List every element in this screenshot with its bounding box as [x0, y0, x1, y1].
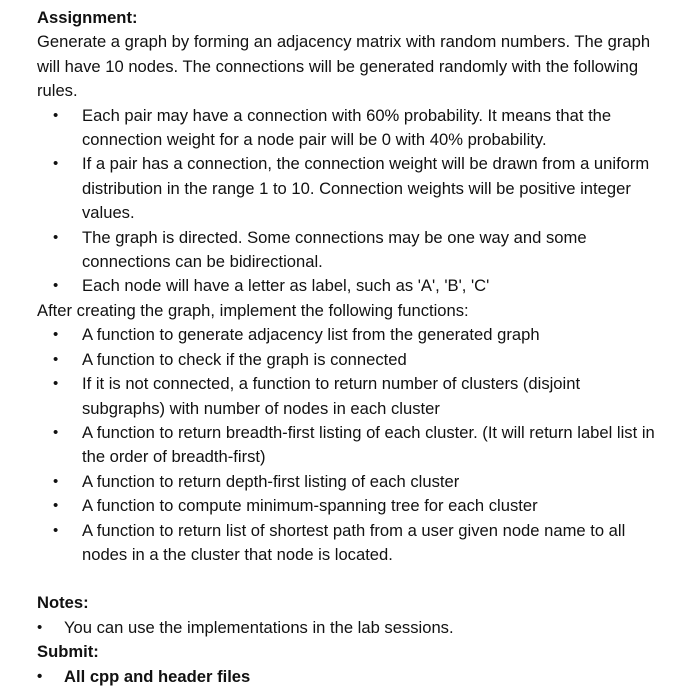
bullet-icon: • — [53, 277, 59, 295]
submit-heading: Submit: — [37, 642, 99, 662]
bullet-icon: • — [53, 155, 59, 173]
bullet-icon: • — [53, 350, 59, 368]
function-text: A function to return depth-first listing of each cluster — [82, 471, 460, 491]
bullet-icon: • — [37, 667, 43, 685]
rule-text: If a pair has a connection, the connection weight will be drawn from a uniform distribution in the range 1 to 10. Connection weights will be positive integer values. — [82, 154, 650, 223]
list-item — [37, 519, 667, 568]
list-item — [37, 274, 667, 298]
list-item — [37, 226, 667, 275]
submit-list — [37, 665, 667, 689]
bullet-icon: • — [53, 472, 59, 490]
list-item — [37, 323, 667, 347]
bullet-icon: • — [53, 326, 59, 344]
list-item — [37, 104, 667, 153]
rule-text: Each node will have a letter as label, such as 'A', 'B', 'C' — [82, 276, 490, 296]
list-item — [37, 470, 667, 494]
list-item — [37, 152, 667, 225]
functions-list — [37, 323, 667, 567]
note-text: You can use the implementations in the lab sessions. — [64, 617, 454, 637]
function-text: A function to return list of shortest path from a user given node name to all nodes in a the cluster that node is located. — [82, 520, 626, 564]
rules-list — [37, 104, 667, 299]
assignment-document — [37, 6, 667, 689]
bullet-icon: • — [53, 521, 59, 539]
function-text: If it is not connected, a function to return number of clusters (disjoint subgraphs) with number of nodes in each cluster — [82, 374, 581, 418]
function-text: A function to check if the graph is connected — [82, 349, 407, 369]
rule-text: The graph is directed. Some connections may be one way and some connections can be bidirectional. — [82, 227, 587, 272]
list-item — [37, 665, 667, 689]
list-item — [37, 372, 667, 421]
list-item — [37, 421, 667, 470]
section-spacer — [37, 567, 667, 591]
bullet-icon: • — [53, 423, 59, 441]
assignment-intro: Generate a graph by forming an adjacency matrix with random numbers. The graph will have 10 nodes. The connections will be generated randomly with the following rules. — [37, 32, 651, 101]
bullet-icon: • — [53, 375, 59, 393]
notes-list — [37, 616, 667, 640]
assignment-heading: Assignment: — [37, 8, 138, 27]
rule-text: Each pair may have a connection with 60% probability. It means that the connection weight for a node pair will be 0 with 40% probability. — [82, 105, 612, 150]
list-item — [37, 616, 667, 640]
submit-text: All cpp and header files — [64, 666, 251, 686]
bullet-icon: • — [53, 106, 59, 124]
list-item — [37, 348, 667, 372]
function-text: A function to generate adjacency list from the generated graph — [82, 325, 540, 345]
function-text: A function to return breadth-first listing of each cluster. (It will return label list in the order of breadth-first) — [82, 422, 655, 467]
notes-heading: Notes: — [37, 593, 89, 613]
bullet-icon: • — [53, 497, 59, 515]
list-item — [37, 494, 667, 518]
bullet-icon: • — [53, 228, 59, 246]
bullet-icon: • — [37, 618, 43, 636]
functions-intro: After creating the graph, implement the following functions: — [37, 300, 469, 320]
function-text: A function to compute minimum-spanning tree for each cluster — [82, 496, 538, 516]
